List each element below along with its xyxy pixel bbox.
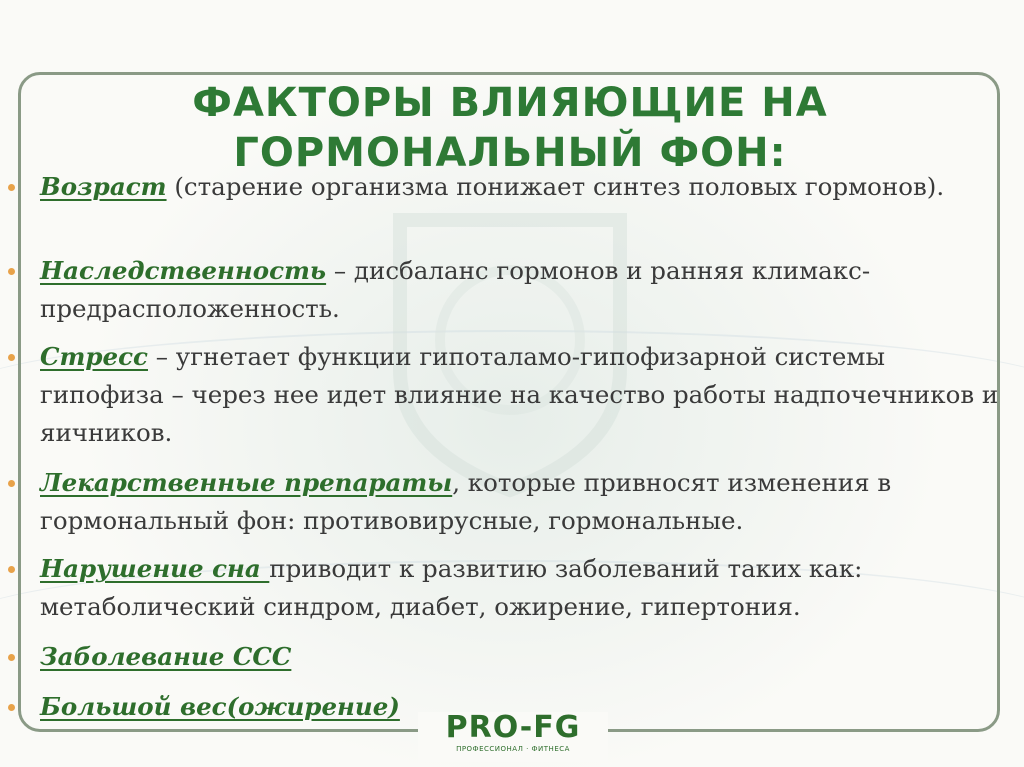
factor-term: Лекарственные препараты (40, 468, 453, 497)
factor-text: – угнетает функции гипоталамо-гипофизарной системы гипофиза – через нее идет влияние на качество работы надпочечников и яичников. (40, 342, 999, 447)
bullet-icon (8, 184, 15, 191)
factor-text: (старение организма понижает синтез половых гормонов). (166, 172, 945, 201)
bullet-icon (8, 654, 15, 661)
list-item-cvd (40, 638, 1000, 676)
list-item-stress (40, 338, 1000, 452)
bullet-icon (8, 704, 15, 711)
list-item-age (40, 168, 1000, 206)
title-line-2: ГОРМОНАЛЬНЫЙ ФОН: (233, 130, 787, 176)
logo-subtitle: ПРОФЕССИОНАЛ · ФИТНЕСА (456, 745, 570, 753)
factor-term: Стресс (40, 342, 148, 371)
factor-term: Заболевание ССС (40, 642, 292, 671)
list-item-medications (40, 464, 1000, 540)
title-line-1: ФАКТОРЫ ВЛИЯЮЩИЕ НА (192, 80, 828, 126)
factor-text: – дисбаланс гормонов и ранняя климакс-предрасположенность. (40, 256, 871, 323)
factor-term: Наследственность (40, 256, 327, 285)
list-item-sleep (40, 550, 1000, 626)
bullet-icon (8, 566, 15, 573)
bullet-icon (8, 268, 15, 275)
logo-name: PRO-FG (445, 710, 581, 745)
list-item-heredity (40, 252, 1000, 328)
bullet-icon (8, 354, 15, 361)
brand-logo (418, 712, 608, 762)
factor-term: Нарушение сна (40, 554, 270, 583)
factor-text: приводит к развитию заболеваний таких как: метаболический синдром, диабет, ожирение, гипертония. (40, 554, 863, 621)
bullet-icon (8, 480, 15, 487)
factor-term: Возраст (40, 172, 167, 201)
factor-text: , которые привносят изменения в гормональный фон: противовирусные, гормональные. (40, 468, 892, 535)
factor-term: Большой вес(ожирение) (40, 692, 400, 721)
